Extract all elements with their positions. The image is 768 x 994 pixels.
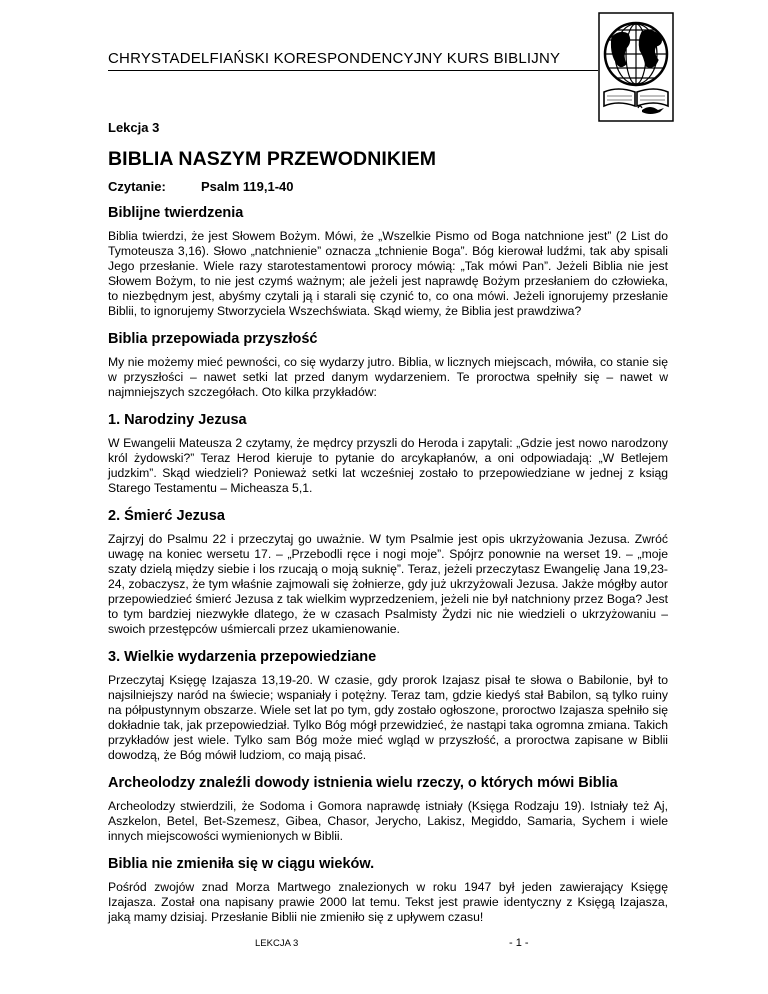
reading-label: Czytanie:: [108, 179, 166, 194]
section-heading: Biblia przepowiada przyszłość: [108, 331, 318, 347]
section-paragraph: Biblia twierdzi, że jest Słowem Bożym. Mówi, że „Wszelkie Pismo od Boga natchnione jest” (2 List do Tymoteusza 3,16). Słowo „natchnienie” oznacza „tchnienie Boga”. Bóg kierował ludźmi, tak aby spisali Jego przesłanie. Wiele razy starotestamentowi prorocy mówią: „Tak mówi Pan”. Jeżeli Biblia nie jest Słowem Bożym, to nie jest czymś ważnym; ale jeżeli jest naprawdę Bożym przesłaniem do człowieka, to niezbędnym jest, abyśmy czytali ją i starali się czynić to, co ona mówi. Jeżeli ignorujemy przesłanie Biblii, to ignorujemy Stworzyciela Wszechświata. Skąd wiemy, że Biblia jest prawdziwa?: [108, 229, 668, 318]
header-title: CHRYSTADELFIAŃSKI KORESPONDENCYJNY KURS BIBLIJNY: [108, 50, 561, 67]
reading-line: [108, 179, 294, 194]
section-paragraph: Pośród zwojów znad Morza Martwego znalezionych w roku 1947 był jeden zawierający Księgę Izajasza. Został ona napisany prawie 2000 lat temu. Tekst jest prawie identyczny z Księgą Izajasza, jaką mamy dzisiaj. Przesłanie Biblii nie zmieniło się z upływem czasu!: [108, 880, 668, 924]
footer-lesson-label: LEKCJA 3: [255, 938, 299, 949]
lesson-label: Lekcja 3: [108, 120, 160, 135]
header-divider: [108, 70, 598, 71]
section-paragraph: Zajrzyj do Psalmu 22 i przeczytaj go uważnie. W tym Psalmie jest opis ukrzyżowania Jezusa. Zwróć uwagę na koniec wersetu 17. – „Przebodli ręce i nogi moje”. Spójrz ponownie na werset 19. – „moje szaty dzielą między siebie i los rzucają o moją suknię”. Teraz, jeżeli przeczytasz Ewangelię Jana 19,23-24, zobaczysz, że tym właśnie zajmowali się żołnierze, gdy już ukrzyżowali Jezusa. Jakże mógłby autor przepowiedzieć śmierć Jezusa z tak wielkim wyprzedzeniem, jeżeli nie był natchniony przez Boga? Jest to tym bardziej niezwykłe dlatego, że w czasach Psalmisty Żydzi nic nie wiedzieli o ukrzyżowaniu – swoich przestępców uśmiercali przez ukamienowanie.: [108, 532, 668, 636]
section-paragraph: Przeczytaj Księgę Izajasza 13,19-20. W czasie, gdy prorok Izajasz pisał te słowa o Babilonie, był to najsilniejszy naród na świecie; wspaniały i potężny. Teraz tam, gdzie kiedyś stał Babilon, są tylko ruiny na półpustynnym obszarze. Wiele set lat po tym, gdy zostało ogłoszone, proroctwo Izajasza spełniło się dokładnie tak, jak przepowiedział. Tylko Bóg mógł przewidzieć, że nastąpi taka ogromna zmiana. Takich przykładów jest wiele. Tylko sam Bóg może mieć wgląd w przyszłość, a proroctwa zapisane w Biblii dowodzą, że Bóg mówił ludziom, co mają pisać.: [108, 673, 668, 762]
section-heading: Archeolodzy znaleźli dowody istnienia wielu rzeczy, o których mówi Biblia: [108, 775, 618, 791]
section-paragraph: Archeolodzy stwierdzili, że Sodoma i Gomora naprawdę istniały (Księga Rodzaju 19). Istniały też Aj, Aszkelon, Betel, Bet-Szemesz, Gibea, Chasor, Jerycho, Lakisz, Megiddo, Samaria, Sychem i wiele innych miejscowości wymienionych w Biblii.: [108, 799, 668, 843]
section-heading: Biblia nie zmieniła się w ciągu wieków.: [108, 856, 375, 872]
section-heading: 1. Narodziny Jezusa: [108, 412, 247, 428]
section: [108, 204, 668, 319]
section: [108, 330, 668, 400]
reading-reference: Psalm 119,1-40: [201, 179, 294, 194]
globe-bible-lamp-icon: [598, 12, 674, 122]
section: [108, 648, 668, 763]
page-title: BIBLIA NASZYM PRZEWODNIKIEM: [108, 148, 437, 170]
section-paragraph: My nie możemy mieć pewności, co się wydarzy jutro. Biblia, w licznych miejscach, mówiła, co stanie się w przyszłości – nawet setki lat przed danym wydarzeniem. Te proroctwa spełniły się – nawet w najmniejszych szczegółach. Oto kilka przykładów:: [108, 355, 668, 399]
section: [108, 774, 668, 844]
footer-page-number: - 1 -: [509, 937, 529, 949]
section: [108, 411, 668, 496]
section-heading: 3. Wielkie wydarzenia przepowiedziane: [108, 649, 377, 665]
section-heading: 2. Śmierć Jezusa: [108, 508, 225, 524]
section-paragraph: W Ewangelii Mateusza 2 czytamy, że mędrcy przyszli do Heroda i zapytali: „Gdzie jest nowo narodzony król żydowski?” Teraz Herod kieruje to pytanie do arcykapłanów, a oni odpowiadają: „W Betlejem judzkim”. Skąd wiedzieli? Ponieważ setki lat wcześniej zostało to przepowiedziane w jednej z ksiąg Starego Testamentu – Micheasza 5,1.: [108, 436, 668, 495]
section-heading: Biblijne twierdzenia: [108, 205, 244, 221]
content-body: [108, 204, 668, 936]
section: [108, 507, 668, 637]
section: [108, 855, 668, 925]
